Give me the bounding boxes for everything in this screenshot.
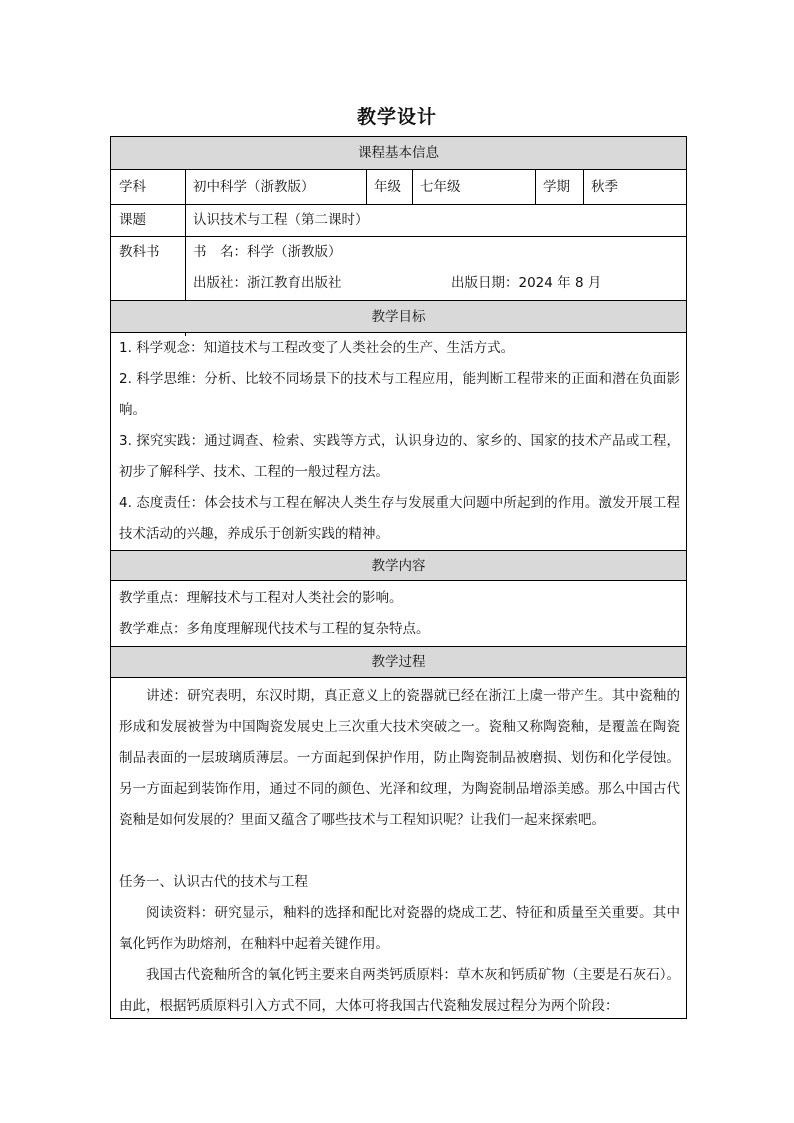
textbook-publisher: 出版社：浙江教育出版社 [193,275,342,291]
topic-value: 认识技术与工程（第二课时） [193,212,369,228]
divider [535,170,536,204]
goal-item-3: 3. 探究实践：通过调查、检索、实践等方式，认识身边的、家乡的、国家的技术产品或工程，初步了解科学、技术、工程的一般过程方法。 [119,433,680,480]
textbook-name: 书 名：科学（浙教版） [193,244,342,260]
subject-label: 学科 [119,179,146,195]
term-value: 秋季 [591,179,618,195]
section-header-basic-info: 课程基本信息 [111,137,686,170]
task-1-title: 任务一、认识古代的技术与工程 [119,874,308,890]
term-label: 学期 [543,179,570,195]
document-title: 教学设计 [356,106,437,128]
reading-paragraph: 阅读资料：研究显示，釉料的选择和配比对瓷器的烧成工艺、特征和质量至关重要。其中氧化钙作为助熔剂，在釉料中起着关键作用。 [119,905,680,952]
goal-item-4: 4. 态度责任：体会技术与工程在解决人类生存与发展重大问题中所起到的作用。激发开展工程技术活动的兴趣，养成乐于创新实践的精神。 [119,495,680,542]
topic-label: 课题 [119,212,146,228]
grade-label: 年级 [374,179,401,195]
section-header-process: 教学过程 [111,646,686,678]
section-header-content: 教学内容 [111,550,686,581]
goal-item-1: 1. 科学观念：知道技术与工程改变了人类社会的生产、生活方式。 [119,340,515,356]
textbook-label: 教科书 [119,244,160,260]
divider [583,170,584,204]
textbook-publish-date: 出版日期：2024 年 8 月 [451,275,602,291]
subject-value: 初中科学（浙教版） [193,179,315,195]
section-header-goals: 教学目标 [111,300,686,333]
process-intro-paragraph: 讲述：研究表明，东汉时期，真正意义上的瓷器就已经在浙江上虞一带产生。其中瓷釉的形成和发展被誉为中国陶瓷发展史上三次重大技术突破之一。瓷釉又称陶瓷釉，是覆盖在陶瓷制品表面的一层玻璃质薄层。一方面起到保护作用，防止陶瓷制品被磨损、划伤和化学侵蚀。另一方面起到装饰作用，通过不同的颜色、光泽和纹理，为陶瓷制品增添美感。那么中国古代瓷釉是如何发展的？里面又蕴含了哪些技术与工程知识呢？让我们一起来探索吧。 [119,688,680,828]
difficulty-point: 教学难点：多角度理解现代技术与工程的复杂特点。 [119,621,430,637]
key-point: 教学重点：理解技术与工程对人类社会的影响。 [119,590,403,606]
divider [412,170,413,204]
divider [366,170,367,204]
grade-value: 七年级 [420,179,461,195]
reading-paragraph-2: 我国古代瓷釉所含的氧化钙主要来自两类钙质原料：草木灰和钙质矿物（主要是石灰石）。由此，根据钙质原料引入方式不同，大体可将我国古代瓷釉发展过程分为两个阶段： [119,967,680,1014]
lesson-plan-table [110,136,687,1019]
goal-item-2: 2. 科学思维：分析、比较不同场景下的技术与工程应用，能判断工程带来的正面和潜在负面影响。 [119,371,680,418]
